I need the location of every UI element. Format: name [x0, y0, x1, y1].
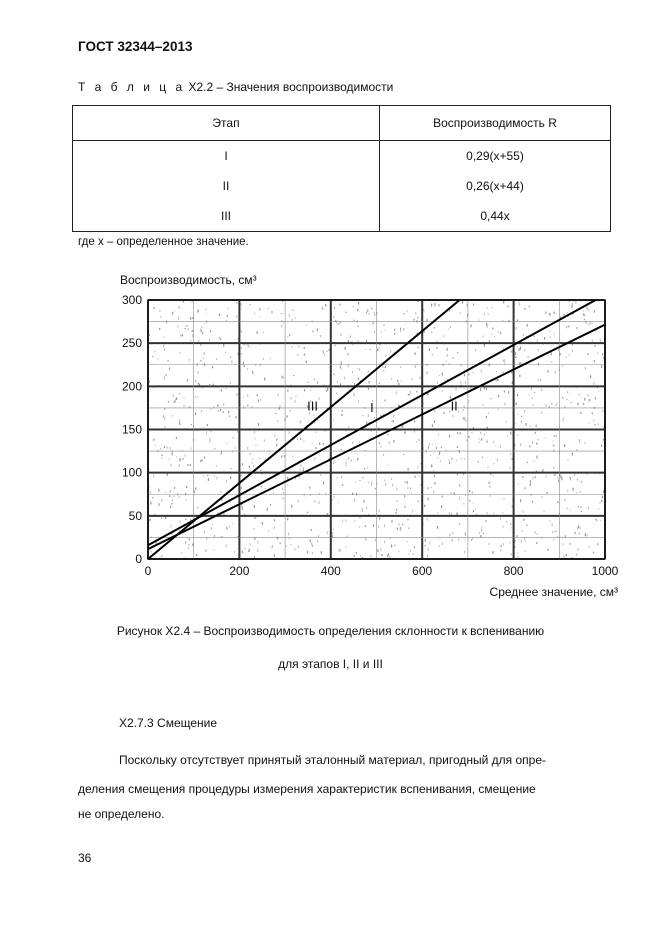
x-tick-label: 800	[503, 564, 524, 578]
table-caption-word: Т а б л и ц а	[78, 80, 186, 94]
x-tick-label: 400	[320, 564, 341, 578]
y-tick-label: 200	[121, 379, 142, 394]
cell-value: 0,29(x+55)	[380, 141, 611, 172]
axis-ticks	[122, 293, 619, 578]
table-header-row	[73, 106, 611, 141]
x-tick-label: 200	[229, 564, 250, 578]
table-row	[73, 141, 611, 172]
cell-value: 0,44x	[380, 201, 611, 232]
y-tick-label: 0	[135, 552, 142, 566]
y-tick-label: 50	[128, 508, 142, 523]
table-row	[73, 171, 611, 201]
cell-value: 0,26(x+44)	[380, 171, 611, 201]
x-tick-label: 600	[412, 564, 433, 578]
table-caption-text: Х2.2 – Значения воспроизводимости	[188, 80, 394, 94]
chart-grid	[148, 300, 605, 559]
cell-stage: II	[73, 171, 380, 201]
reproducibility-chart	[100, 268, 640, 604]
paragraph-line: деления смещения процедуры измерения характеристик вспенивания, смещение	[78, 782, 536, 796]
cell-stage: III	[73, 201, 380, 232]
section-heading: Х2.7.3 Смещение	[119, 716, 218, 730]
col-header-reproducibility: Воспроизводимость R	[380, 106, 611, 141]
paragraph-line: Поскольку отсутствует принятый эталонный материал, пригодный для опре-	[119, 753, 547, 767]
paragraph	[78, 746, 603, 804]
y-tick-label: 150	[121, 422, 142, 437]
figure-caption-line2: для этапов I, II и III	[278, 657, 383, 671]
y-tick-label: 100	[121, 465, 142, 480]
table-caption	[78, 80, 393, 94]
y-tick-label: 300	[121, 293, 142, 307]
x-tick-label: 1000	[591, 564, 619, 578]
series-label-iii: III	[307, 398, 318, 414]
col-header-stage: Этап	[73, 106, 380, 141]
paragraph-end: не определено.	[78, 807, 165, 821]
reproducibility-table	[72, 105, 611, 232]
y-tick-label: 250	[121, 336, 142, 351]
table-row	[73, 201, 611, 232]
table-note: где x – определенное значение.	[78, 236, 249, 248]
x-tick-label: 0	[144, 564, 152, 578]
x-axis-label: Среднее значение, см³	[489, 585, 618, 599]
page-number: 36	[78, 851, 92, 865]
series-label-i: I	[370, 400, 374, 416]
y-axis-label: Воспроизводимость, см³	[120, 273, 257, 287]
document-header: ГОСТ 32344–2013	[78, 39, 193, 54]
series-label-ii: II	[450, 398, 458, 414]
figure-caption: Рисунок Х2.4 – Воспроизводимость определения склонности к вспениванию	[116, 624, 545, 638]
cell-stage: I	[73, 141, 380, 172]
